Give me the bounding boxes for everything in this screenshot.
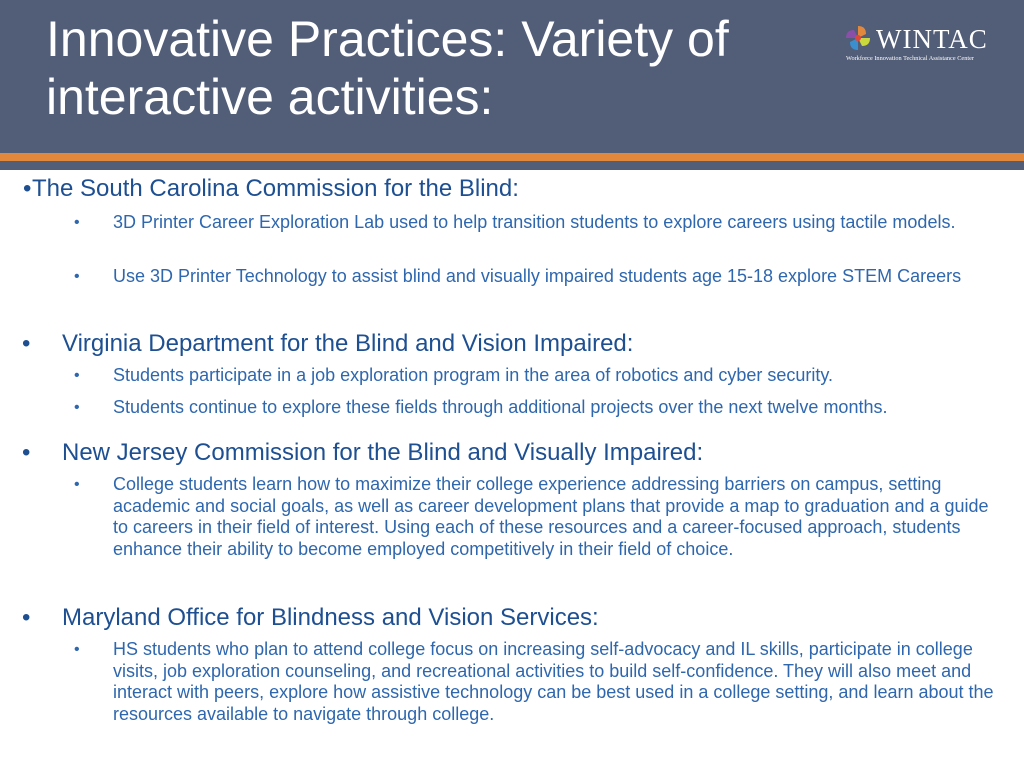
bullet: • bbox=[22, 330, 31, 357]
divider-stripe bbox=[0, 161, 1024, 170]
section-heading-text: Maryland Office for Blindness and Vision Services: bbox=[62, 604, 599, 631]
slide-title: Innovative Practices: Variety of interactive activities: bbox=[46, 11, 729, 125]
logo-wordmark: WINTAC bbox=[876, 24, 988, 54]
list-item-text: 3D Printer Career Exploration Lab used to help transition students to explore careers using tactile models. bbox=[113, 212, 956, 232]
bullet: • bbox=[23, 175, 32, 202]
list-item-text: HS students who plan to attend college focus on increasing self-advocacy and IL skills, participate in college visits, job exploration counseling, and recreational activities to build self-confidence. They will also meet and interact with peers, explore how assistive technology can be best used in a college setting, and learn about the resources available to navigate through college. bbox=[113, 639, 994, 724]
bullet: • bbox=[74, 641, 80, 658]
accent-stripe bbox=[0, 153, 1024, 161]
pinwheel-logo-icon bbox=[842, 22, 874, 54]
section-heading-text: Virginia Department for the Blind and Vision Impaired: bbox=[62, 330, 634, 357]
section-heading bbox=[0, 329, 1024, 359]
bullet: • bbox=[22, 439, 31, 466]
list-item bbox=[0, 212, 1024, 256]
logo-subtitle: Workforce Innovation Technical Assistance Center bbox=[846, 55, 974, 62]
section-heading-text: The South Carolina Commission for the Blind: bbox=[32, 175, 519, 202]
list-item-text: Students participate in a job exploration program in the area of robotics and cyber security. bbox=[113, 365, 834, 385]
list-item-text: College students learn how to maximize their college experience addressing barriers on campus, setting academic and social goals, as well as career development plans that provide a map to graduation and a guide to careers in their field of interest. Using each of these resources and a career-focused approach, students enhance their ability to become employed competitively in their field of choice. bbox=[113, 474, 989, 559]
section-heading bbox=[0, 603, 1024, 633]
bullet: • bbox=[74, 367, 80, 384]
section-heading bbox=[0, 174, 1024, 204]
bullet: • bbox=[22, 604, 31, 631]
section-heading-text: New Jersey Commission for the Blind and Visually Impaired: bbox=[62, 439, 704, 466]
wintac-logo bbox=[842, 22, 1014, 68]
bullet: • bbox=[74, 476, 80, 493]
bullet: • bbox=[74, 214, 80, 231]
list-item bbox=[0, 474, 1024, 582]
bullet: • bbox=[74, 399, 80, 416]
list-item-text: Students continue to explore these fields through additional projects over the next twelve months. bbox=[113, 397, 888, 417]
list-item bbox=[0, 266, 1024, 310]
list-item-text: Use 3D Printer Technology to assist blind and visually impaired students age 15-18 explore STEM Careers bbox=[113, 266, 962, 286]
list-item bbox=[0, 639, 1024, 725]
slide-body bbox=[0, 174, 1024, 725]
list-item bbox=[0, 397, 1024, 419]
list-item bbox=[0, 365, 1024, 387]
section-heading bbox=[0, 438, 1024, 468]
bullet: • bbox=[74, 268, 80, 285]
